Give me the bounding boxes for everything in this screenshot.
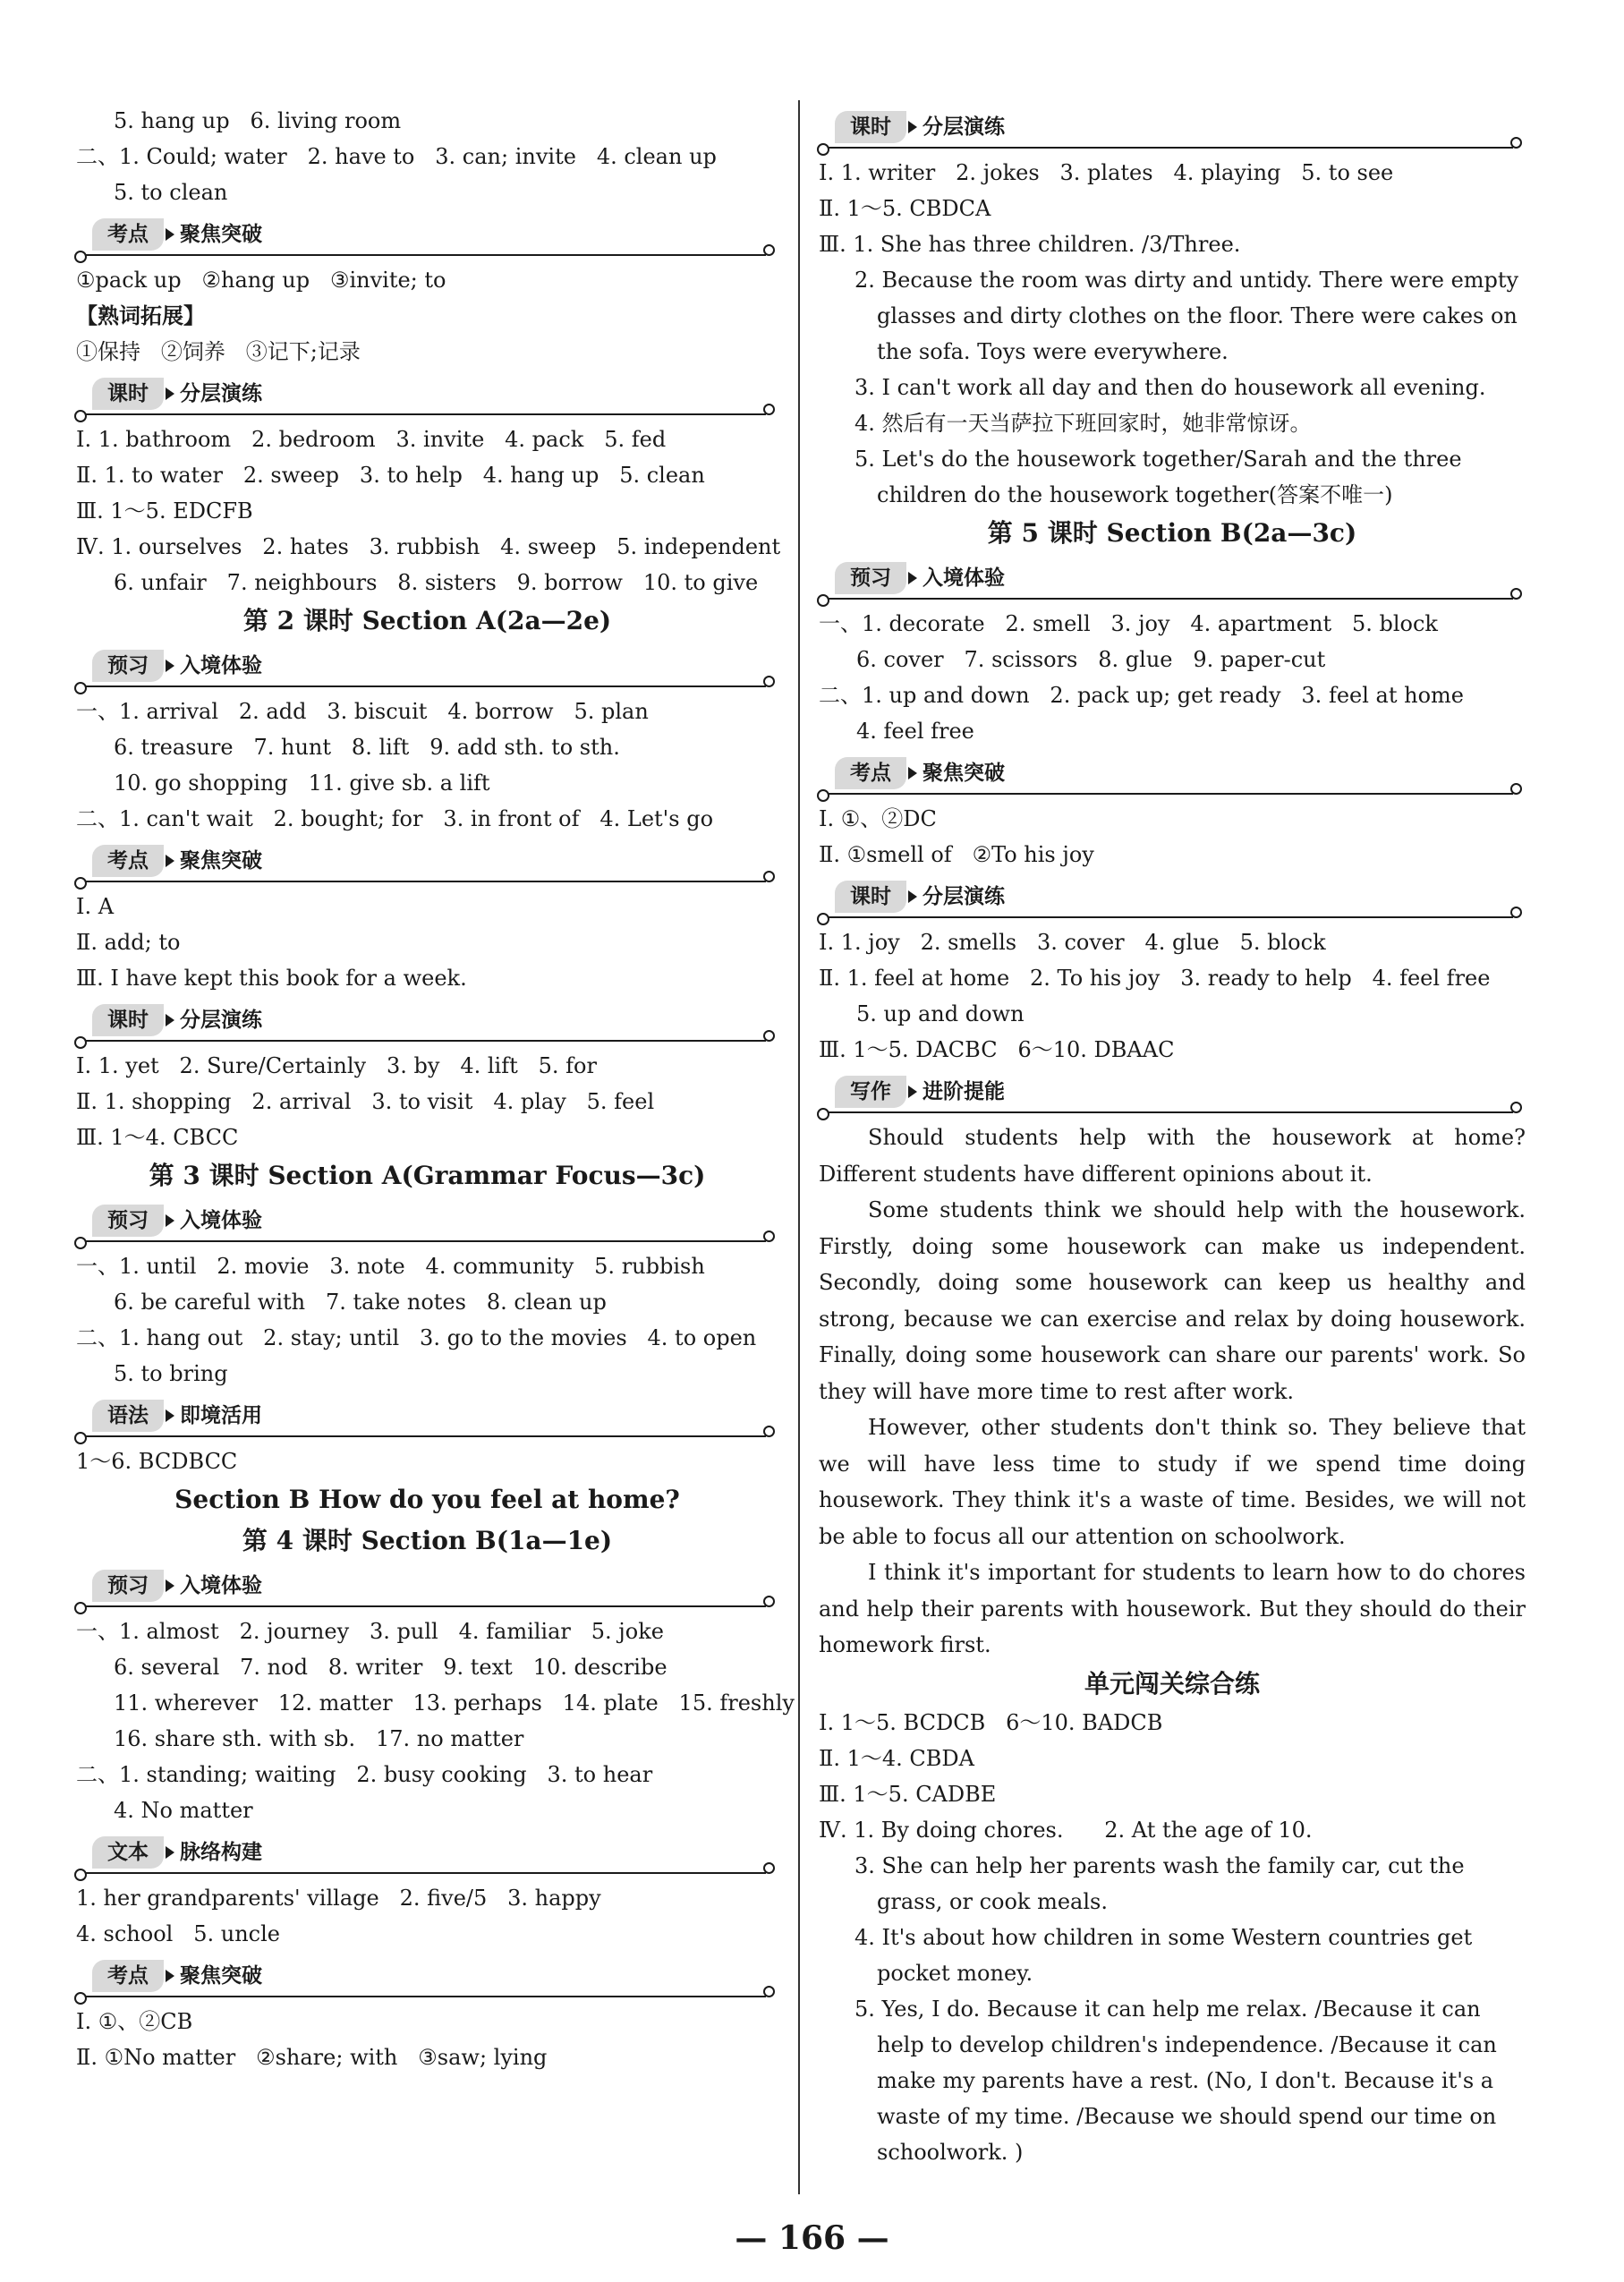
answer-line: 【熟词拓展】 (76, 303, 205, 328)
answer-line: 一、1. decorate 2. smell 3. joy 4. apartment 5. block (819, 611, 1438, 636)
triangle-icon (908, 890, 917, 903)
answer-line: Ⅱ. 1. feel at home 2. To his joy 3. ready to help 4. feel free (819, 966, 1491, 991)
rule-ornament (763, 1030, 775, 1042)
section-rule (76, 1435, 766, 1437)
section-tag: 预习 (92, 1570, 164, 1602)
section-tag: 考点 (92, 218, 164, 251)
section-subtitle: 入境体验 (180, 1574, 262, 1597)
triangle-icon (908, 572, 917, 584)
section-subtitle: 分层演练 (180, 1009, 262, 1032)
answer-line: ①pack up ②hang up ③invite; to (76, 268, 446, 293)
section-subtitle: 入境体验 (180, 1209, 262, 1232)
answer-line: Ⅱ. ①smell of ②To his joy (819, 842, 1094, 867)
section-rule (76, 254, 766, 256)
section-subtitle: 分层演练 (923, 115, 1005, 139)
section-rule (819, 916, 1513, 918)
triangle-icon (908, 121, 917, 133)
triangle-icon (166, 1970, 174, 1982)
section-rule (76, 1872, 766, 1874)
left-column (76, 103, 795, 2075)
answer-line: Ⅰ. 1～5. BCDCB 6～10. BADCB (819, 1709, 1163, 1735)
answer-line: 6. several 7. nod 8. writer 9. text 10. describe (114, 1655, 667, 1680)
answer-line: Ⅲ. 1～5. EDCFB (76, 498, 253, 524)
rule-ornament (763, 404, 775, 415)
section-header (819, 1069, 1526, 1114)
rule-ornament (1510, 137, 1522, 149)
section-tag: 考点 (92, 1960, 164, 1992)
answer-line: Ⅳ. 1. By doing chores. 2. At the age of 10. (819, 1817, 1313, 1843)
section-tag: 考点 (835, 757, 906, 789)
section-subtitle: 聚焦突破 (923, 762, 1005, 785)
essay-paragraph: Should students help with the housework at home? Different students have different opinions about it. (819, 1125, 1526, 1187)
section-tag: 课时 (835, 111, 906, 143)
section-tag: 文本 (92, 1836, 164, 1869)
answer-line: Ⅳ. 1. ourselves 2. hates 3. rubbish 4. sweep 5. independent (76, 534, 781, 559)
section-header (76, 839, 778, 883)
triangle-icon (908, 1086, 917, 1098)
answer-line: 4. 然后有一天当萨拉下班回家时，她非常惊讶。 (855, 411, 1312, 436)
answer-line: Ⅲ. 1. She has three children. /3/Three. (819, 232, 1241, 257)
section-rule (76, 1996, 766, 1997)
triangle-icon (166, 1214, 174, 1227)
answer-line: 6. cover 7. scissors 8. glue 9. paper-cut (856, 647, 1326, 672)
answer-line: Ⅱ. 1～5. CBDCA (819, 196, 991, 221)
section-rule (819, 1111, 1513, 1113)
answer-line: 6. treasure 7. hunt 8. lift 9. add sth. to sth. (114, 735, 620, 760)
answer-line: Ⅲ. I have kept this book for a week. (76, 966, 467, 991)
rule-ornament (763, 676, 775, 687)
section-subtitle: 入境体验 (180, 654, 262, 677)
section-tag: 写作 (835, 1076, 906, 1108)
answer-line: 6. unfair 7. neighbours 8. sisters 9. borrow 10. to give (114, 570, 759, 595)
answer-line: Ⅰ. 1. bathroom 2. bedroom 3. invite 4. pack 5. fed (76, 427, 667, 452)
answer-line: 4. feel free (856, 719, 974, 744)
answer-line: Ⅱ. 1～4. CBDA (819, 1745, 974, 1771)
lesson-heading: Section B How do you feel at home? (174, 1485, 680, 1514)
section-rule (819, 598, 1513, 600)
answer-line: 5. up and down (856, 1001, 1025, 1026)
answer-line: 5. to bring (114, 1361, 228, 1386)
section-subtitle: 聚焦突破 (180, 223, 262, 246)
answer-line: 3. I can't work all day and then do housework all evening. (855, 375, 1486, 400)
answer-line: Ⅲ. 1～5. DACBC 6～10. DBAAC (819, 1037, 1175, 1062)
section-tag: 课时 (92, 1004, 164, 1036)
right-column (819, 103, 1526, 2170)
answer-line: 二、1. standing; waiting 2. busy cooking 3. to hear (76, 1762, 653, 1787)
triangle-icon (166, 228, 174, 241)
answer-line: 4. No matter (114, 1798, 253, 1823)
answer-line: Ⅲ. 1～4. CBCC (76, 1125, 239, 1150)
answer-line: 二、1. Could; water 2. have to 3. can; invite 4. clean up (76, 144, 717, 169)
lesson-heading: 第 3 课时 Section A(Grammar Focus—3c) (149, 1161, 706, 1190)
section-rule (76, 1605, 766, 1607)
answer-line: Ⅰ. ①、②DC (819, 806, 937, 831)
rule-ornament (1510, 1102, 1522, 1113)
answer-line: 6. be careful with 7. take notes 8. clean up (114, 1290, 607, 1315)
answer-line: Ⅰ. 1. writer 2. jokes 3. plates 4. playing 5. to see (819, 160, 1394, 185)
section-rule (76, 881, 766, 882)
rule-ornament (763, 244, 775, 256)
essay-paragraph: However, other students don't think so. They believe that we will have less time to study if we spend time doing housework. They think it's a waste of time. Besides, we will not be able to focus all our attention on schoolwork. (819, 1415, 1526, 1549)
section-tag: 课时 (92, 378, 164, 410)
section-rule (76, 1240, 766, 1242)
rule-ornament (763, 871, 775, 882)
answer-line: 二、1. hang out 2. stay; until 3. go to the movies 4. to open (76, 1325, 757, 1350)
section-header (819, 556, 1526, 600)
section-subtitle: 分层演练 (180, 382, 262, 405)
section-header (76, 212, 778, 257)
section-header (76, 1954, 778, 1998)
answer-line: 2. Because the room was dirty and untidy. There were empty glasses and dirty clothes on the floor. There were cakes on the sofa. Toys were everywhere. (855, 268, 1519, 364)
answer-line: 5. Let's do the housework together/Sarah and the three children do the housework together(答案不唯一) (855, 447, 1462, 507)
triangle-icon (166, 660, 174, 672)
triangle-icon (166, 387, 174, 400)
section-header (76, 1393, 778, 1438)
section-subtitle: 分层演练 (923, 885, 1005, 908)
answer-line: Ⅰ. A (76, 894, 115, 919)
section-subtitle: 聚焦突破 (180, 1964, 262, 1988)
answer-line: 1～6. BCDBCC (76, 1449, 238, 1474)
triangle-icon (166, 855, 174, 867)
triangle-icon (908, 767, 917, 779)
answer-line: 10. go shopping 11. give sb. a lift (114, 771, 490, 796)
section-header (819, 874, 1526, 919)
lesson-heading: 第 4 课时 Section B(1a—1e) (242, 1526, 613, 1555)
section-tag: 语法 (92, 1400, 164, 1432)
answer-line: Ⅱ. add; to (76, 930, 181, 955)
section-tag: 预习 (835, 562, 906, 594)
rule-ornament (1510, 588, 1522, 600)
answer-line: 1. her grandparents' village 2. five/5 3. happy (76, 1886, 601, 1911)
rule-ornament (1510, 907, 1522, 918)
section-tag: 预习 (92, 650, 164, 682)
answer-line: Ⅱ. 1. to water 2. sweep 3. to help 4. hang up 5. clean (76, 463, 705, 488)
answer-line: 5. Yes, I do. Because it can help me relax. /Because it can help to develop children's independence. /Because it can make my parents have a rest. (No, I don't. Because it's a waste of my time. /Because we should spend our time on schoolwork. ) (855, 1996, 1497, 2165)
section-subtitle: 聚焦突破 (180, 849, 262, 873)
answer-line: Ⅱ. 1. shopping 2. arrival 3. to visit 4. play 5. feel (76, 1089, 655, 1114)
section-tag: 预习 (92, 1205, 164, 1237)
essay-paragraph: Some students think we should help with the housework. Firstly, doing some housework can make us independent. Secondly, doing some housework can keep us healthy and strong, because we can exercise and relax by doing housework. Finally, doing some housework can share our parents' work. So they will have more time to rest after work. (819, 1197, 1526, 1404)
answer-line: Ⅲ. 1～5. CADBE (819, 1781, 997, 1807)
section-header (76, 643, 778, 688)
section-rule (76, 413, 766, 415)
answer-line: Ⅰ. 1. joy 2. smells 3. cover 4. glue 5. block (819, 930, 1326, 955)
rule-ornament (1510, 783, 1522, 795)
lesson-heading: 单元闯关综合练 (1084, 1668, 1260, 1699)
answer-line: 一、1. arrival 2. add 3. biscuit 4. borrow 5. plan (76, 699, 649, 724)
answer-line: ①保持 ②饲养 ③记下;记录 (76, 339, 361, 364)
section-subtitle: 进阶提能 (923, 1080, 1005, 1103)
answer-line: Ⅱ. ①No matter ②share; with ③saw; lying (76, 2045, 548, 2070)
answer-line: Ⅰ. 1. yet 2. Sure/Certainly 3. by 4. lift 5. for (76, 1053, 597, 1078)
section-header (819, 751, 1526, 796)
rule-ornament (763, 1862, 775, 1874)
answer-line: 二、1. up and down 2. pack up; get ready 3. feel at home (819, 683, 1464, 708)
section-header (76, 1198, 778, 1243)
section-subtitle: 入境体验 (923, 566, 1005, 590)
triangle-icon (166, 1409, 174, 1422)
answer-line: 5. hang up 6. living room (114, 108, 402, 133)
section-header (76, 998, 778, 1043)
essay-paragraph: I think it's important for students to learn how to do chores and help their parents with housework. But they should do their homework first. (819, 1560, 1526, 1657)
rule-ornament (763, 1426, 775, 1437)
triangle-icon (166, 1846, 174, 1859)
section-subtitle: 脉络构建 (180, 1841, 262, 1864)
section-subtitle: 即境活用 (180, 1404, 262, 1427)
lesson-heading: 第 2 课时 Section A(2a—2e) (242, 606, 612, 635)
answer-line: 3. She can help her parents wash the family car, cut the grass, or cook meals. (855, 1852, 1465, 1914)
section-rule (819, 793, 1513, 795)
rule-ornament (763, 1596, 775, 1607)
answer-line: 一、1. until 2. movie 3. note 4. community 5. rubbish (76, 1254, 705, 1279)
answer-line: 4. school 5. uncle (76, 1921, 280, 1946)
answer-line: 一、1. almost 2. journey 3. pull 4. familiar 5. joke (76, 1619, 664, 1644)
section-tag: 考点 (92, 845, 164, 877)
section-header (76, 1830, 778, 1875)
answer-line: Ⅰ. ①、②CB (76, 2009, 193, 2034)
triangle-icon (166, 1014, 174, 1026)
section-rule (819, 147, 1513, 149)
triangle-icon (166, 1580, 174, 1592)
section-rule (76, 685, 766, 687)
section-header (76, 371, 778, 416)
answer-line: 11. wherever 12. matter 13. perhaps 14. plate 15. freshly (114, 1690, 795, 1716)
section-rule (76, 1040, 766, 1042)
section-header (76, 1563, 778, 1608)
answer-line: 5. to clean (114, 180, 228, 205)
answer-line: 二、1. can't wait 2. bought; for 3. in front of 4. Let's go (76, 806, 714, 831)
section-tag: 课时 (835, 881, 906, 913)
page-number: — 166 — (735, 2219, 889, 2257)
rule-ornament (763, 1986, 775, 1997)
answer-line: 4. It's about how children in some Western countries get pocket money. (855, 1924, 1473, 1986)
answer-line: 16. share sth. with sb. 17. no matter (114, 1726, 524, 1751)
column-divider (798, 100, 800, 2194)
rule-ornament (763, 1230, 775, 1242)
section-header (819, 105, 1526, 149)
lesson-heading: 第 5 课时 Section B(2a—3c) (987, 518, 1357, 548)
